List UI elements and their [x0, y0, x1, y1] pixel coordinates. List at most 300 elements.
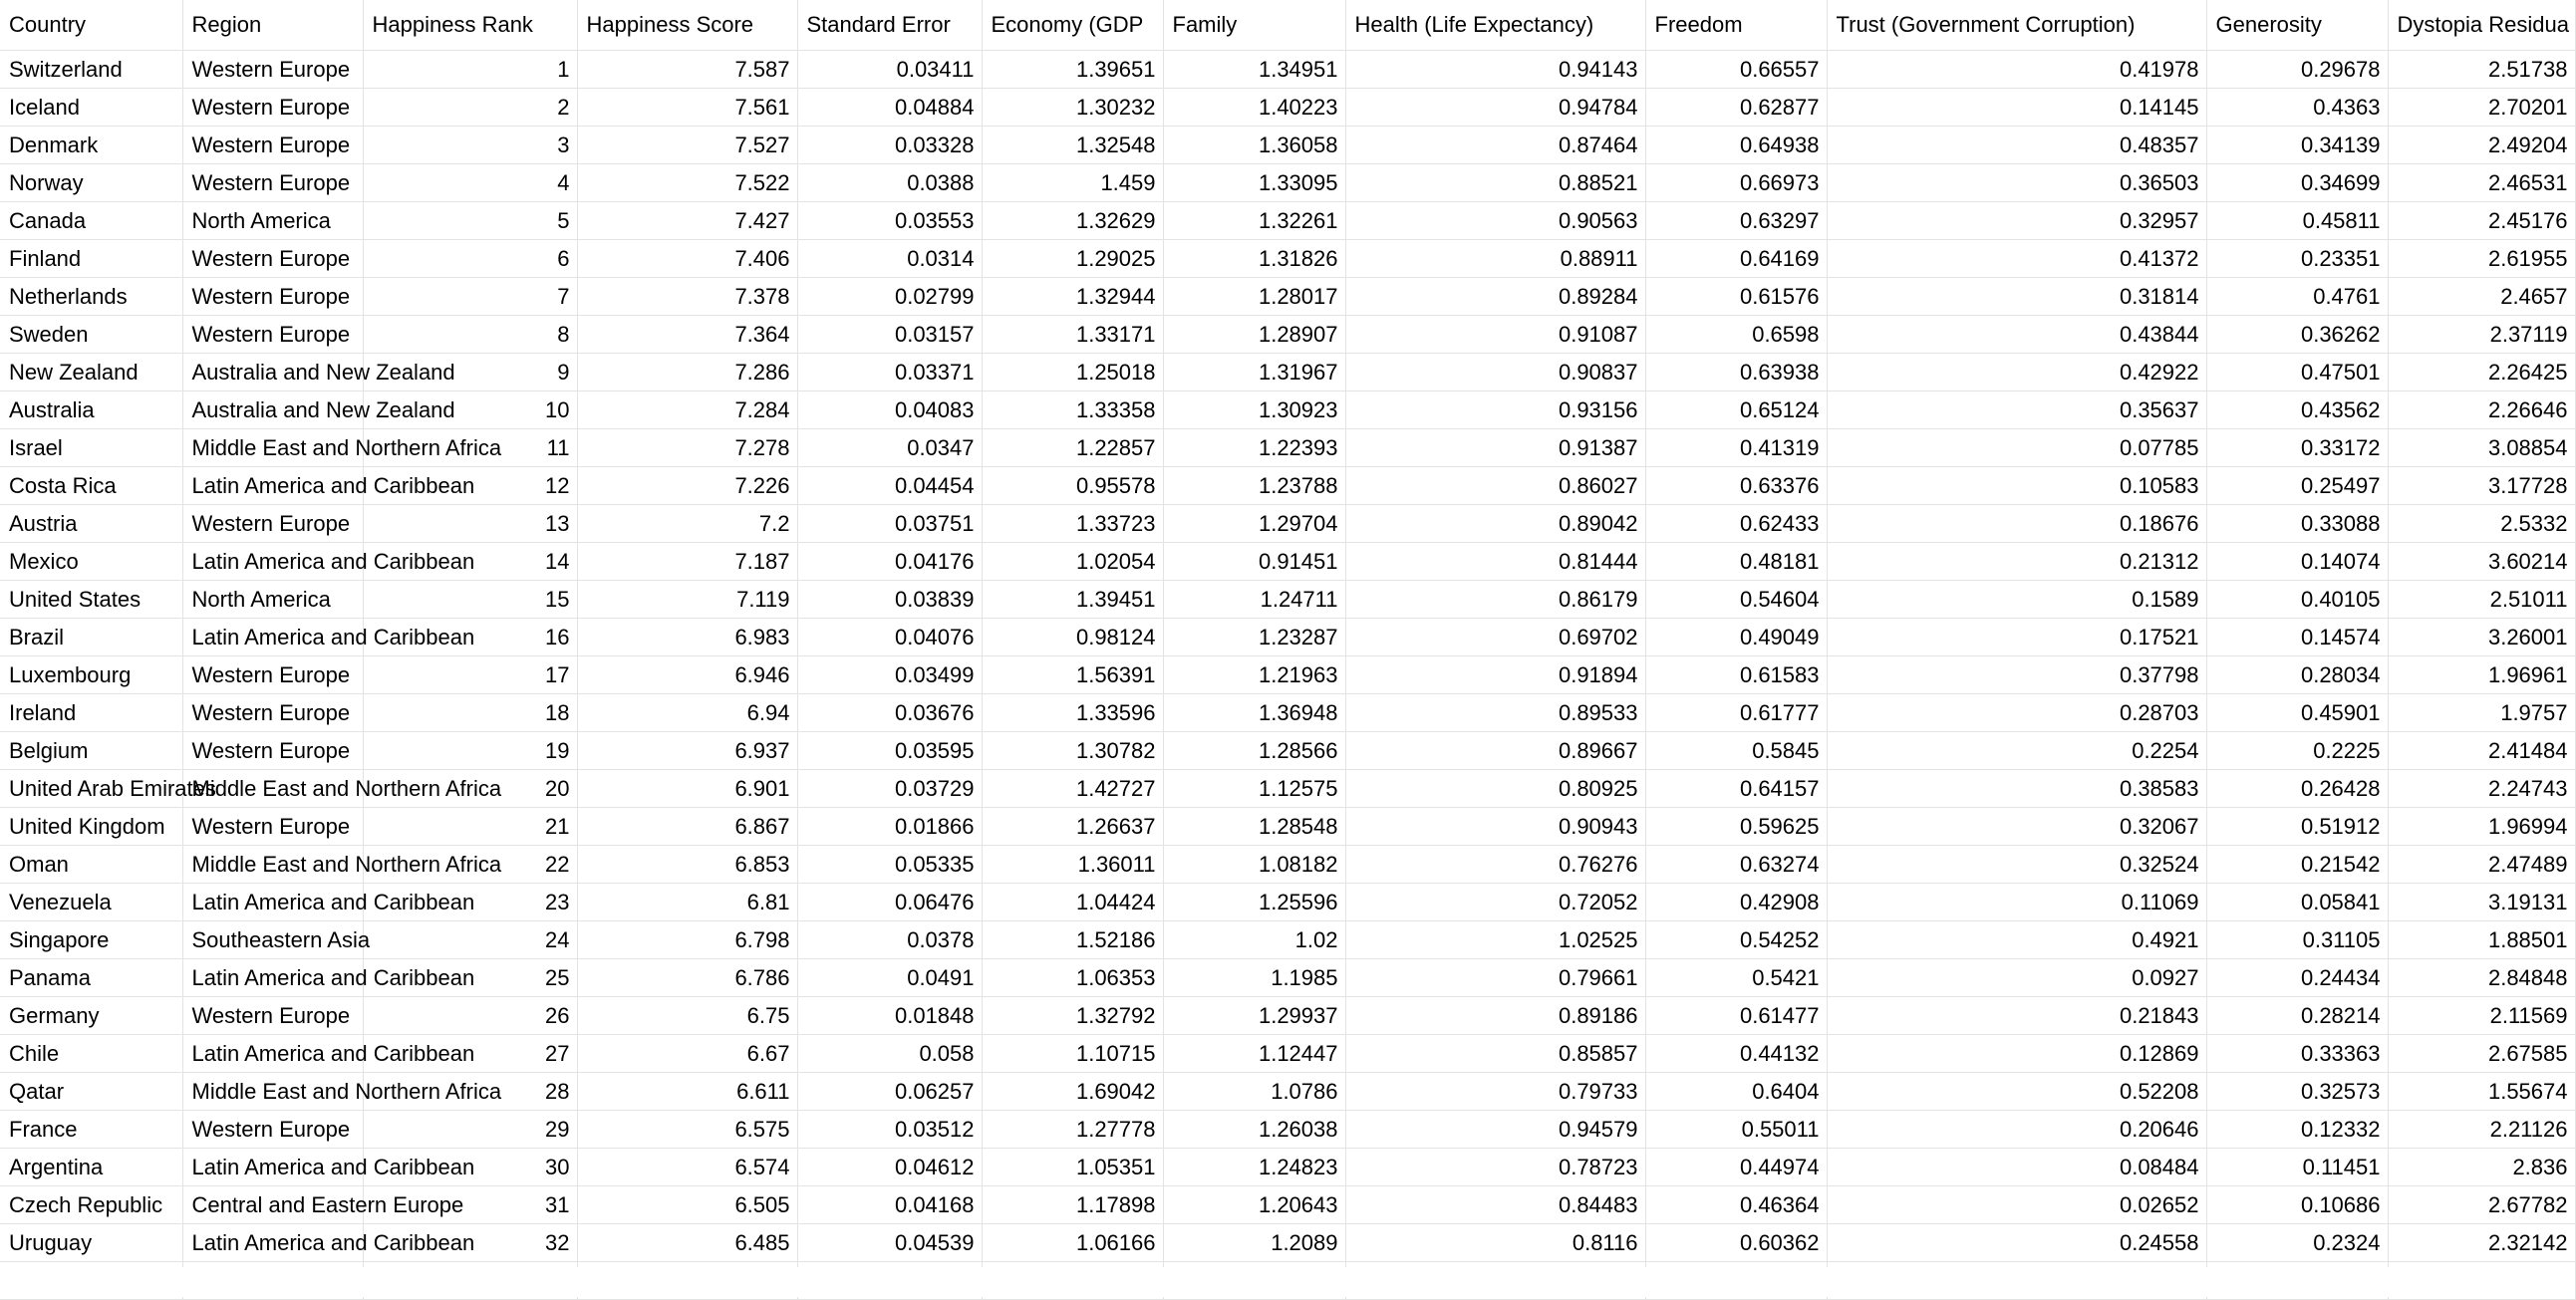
column-header-se[interactable]: Standard Error	[797, 0, 982, 51]
cell-trust[interactable]: 0.17521	[1827, 619, 2206, 656]
cell-rank[interactable]: 13	[363, 505, 577, 543]
cell-economy[interactable]: 1.33171	[982, 316, 1163, 354]
cell-generosity[interactable]: 0.10686	[2206, 1186, 2388, 1224]
cell-economy[interactable]: 1.56391	[982, 656, 1163, 694]
cell-family[interactable]: 1.36058	[1163, 127, 1345, 164]
cell-health[interactable]: 0.76276	[1345, 846, 1645, 884]
cell-trust[interactable]: 0.32957	[1827, 202, 2206, 240]
cell-freedom[interactable]: 0.6598	[1645, 316, 1827, 354]
cell-economy[interactable]: 1.33723	[982, 505, 1163, 543]
cell-se[interactable]: 0.04454	[797, 467, 982, 505]
cell-score[interactable]: 7.278	[577, 429, 797, 467]
cell-country[interactable]: Finland	[0, 240, 182, 278]
cell-se[interactable]: 0.03328	[797, 127, 982, 164]
cell-health[interactable]: 0.89186	[1345, 997, 1645, 1035]
cell-generosity[interactable]: 0.51912	[2206, 808, 2388, 846]
cell-health[interactable]: 0.80925	[1345, 770, 1645, 808]
cell-economy[interactable]: 1.32944	[982, 278, 1163, 316]
cell-score[interactable]: 6.853	[577, 846, 797, 884]
cell-country[interactable]: Brazil	[0, 619, 182, 656]
cell-country[interactable]: Sweden	[0, 316, 182, 354]
cell-rank[interactable]: 30	[363, 1149, 577, 1186]
cell-trust[interactable]: 0.43844	[1827, 316, 2206, 354]
cell-country[interactable]: Norway	[0, 164, 182, 202]
cell-se[interactable]: 0.04884	[797, 89, 982, 127]
cell-dystopia[interactable]: 2.4657	[2388, 278, 2575, 316]
column-header-rank[interactable]: Happiness Rank	[363, 0, 577, 51]
column-header-family[interactable]: Family	[1163, 0, 1345, 51]
cell-generosity[interactable]: 0.43562	[2206, 391, 2388, 429]
cell-se[interactable]: 0.03839	[797, 581, 982, 619]
cell-region[interactable]: Middle East and Northern Africa	[182, 846, 363, 884]
cell-country[interactable]: Iceland	[0, 89, 182, 127]
cell-region[interactable]: Australia and New Zealand	[182, 354, 363, 391]
cell-dystopia[interactable]: 2.26425	[2388, 354, 2575, 391]
cell-dystopia[interactable]: 3.60214	[2388, 543, 2575, 581]
cell-dystopia[interactable]: 2.41484	[2388, 732, 2575, 770]
cell-trust[interactable]: 0.0927	[1827, 959, 2206, 997]
cell-family[interactable]: 1.29704	[1163, 505, 1345, 543]
cell-economy[interactable]: 1.39651	[982, 51, 1163, 89]
cell-rank[interactable]: 10	[363, 391, 577, 429]
cell-health[interactable]: 0.88911	[1345, 240, 1645, 278]
cell-family[interactable]: 1.28548	[1163, 808, 1345, 846]
cell-generosity[interactable]: 0.36262	[2206, 316, 2388, 354]
cell-dystopia[interactable]: 2.21126	[2388, 1111, 2575, 1149]
cell-economy[interactable]: 0.98124	[982, 619, 1163, 656]
cell-country[interactable]: Argentina	[0, 1149, 182, 1186]
cell-health[interactable]: 0.89533	[1345, 694, 1645, 732]
cell-freedom[interactable]: 0.63274	[1645, 846, 1827, 884]
cell-rank[interactable]: 7	[363, 278, 577, 316]
cell-health[interactable]: 0.86179	[1345, 581, 1645, 619]
cell-se[interactable]: 0.05335	[797, 846, 982, 884]
cell-country[interactable]: New Zealand	[0, 354, 182, 391]
cell-economy[interactable]: 1.25018	[982, 354, 1163, 391]
cell-trust[interactable]: 0.37798	[1827, 656, 2206, 694]
cell-trust[interactable]: 0.42922	[1827, 354, 2206, 391]
cell-family[interactable]: 1.1985	[1163, 959, 1345, 997]
cell-family[interactable]: 1.24823	[1163, 1149, 1345, 1186]
cell-se[interactable]: 0.0378	[797, 921, 982, 959]
cell-generosity[interactable]: 0.14074	[2206, 543, 2388, 581]
cell-family[interactable]: 1.31826	[1163, 240, 1345, 278]
cell-region[interactable]: Western Europe	[182, 127, 363, 164]
cell-rank[interactable]: 16	[363, 619, 577, 656]
cell-country[interactable]: Netherlands	[0, 278, 182, 316]
cell-score[interactable]: 7.364	[577, 316, 797, 354]
cell-dystopia[interactable]: 2.836	[2388, 1149, 2575, 1186]
cell-trust[interactable]: 0.1589	[1827, 581, 2206, 619]
cell-freedom[interactable]: 0.61777	[1645, 694, 1827, 732]
cell-region[interactable]: Middle East and Northern Africa	[182, 770, 363, 808]
cell-se[interactable]: 0.0347	[797, 429, 982, 467]
cell-generosity[interactable]: 0.12332	[2206, 1111, 2388, 1149]
cell-country[interactable]: Austria	[0, 505, 182, 543]
cell-region[interactable]: North America	[182, 202, 363, 240]
cell-family[interactable]: 1.34951	[1163, 51, 1345, 89]
cell-family[interactable]: 1.08182	[1163, 846, 1345, 884]
cell-economy[interactable]: 1.30782	[982, 732, 1163, 770]
cell-freedom[interactable]: 0.61576	[1645, 278, 1827, 316]
cell-rank[interactable]: 11	[363, 429, 577, 467]
cell-score[interactable]: 7.378	[577, 278, 797, 316]
cell-rank[interactable]: 8	[363, 316, 577, 354]
cell-region[interactable]: Western Europe	[182, 164, 363, 202]
cell-rank[interactable]: 23	[363, 884, 577, 921]
cell-health[interactable]: 0.90563	[1345, 202, 1645, 240]
cell-country[interactable]: Venezuela	[0, 884, 182, 921]
cell-freedom[interactable]: 0.64169	[1645, 240, 1827, 278]
cell-family[interactable]: 1.0786	[1163, 1073, 1345, 1111]
cell-se[interactable]: 0.06476	[797, 884, 982, 921]
cell-freedom[interactable]: 0.60362	[1645, 1224, 1827, 1262]
cell-se[interactable]: 0.0314	[797, 240, 982, 278]
cell-health[interactable]: 0.90943	[1345, 808, 1645, 846]
cell-generosity[interactable]: 0.28214	[2206, 997, 2388, 1035]
cell-rank[interactable]: 14	[363, 543, 577, 581]
cell-freedom[interactable]: 0.61583	[1645, 656, 1827, 694]
cell-score[interactable]: 7.284	[577, 391, 797, 429]
cell-health[interactable]: 0.94579	[1345, 1111, 1645, 1149]
cell-region[interactable]: Latin America and Caribbean	[182, 1149, 363, 1186]
cell-health[interactable]: 0.79733	[1345, 1073, 1645, 1111]
cell-score[interactable]: 6.94	[577, 694, 797, 732]
cell-score[interactable]: 7.286	[577, 354, 797, 391]
cell-score[interactable]: 6.901	[577, 770, 797, 808]
cell-freedom[interactable]: 0.62877	[1645, 89, 1827, 127]
cell-freedom[interactable]: 0.66557	[1645, 51, 1827, 89]
cell-freedom[interactable]: 0.55011	[1645, 1111, 1827, 1149]
cell-trust[interactable]: 0.32524	[1827, 846, 2206, 884]
cell-generosity[interactable]: 0.33172	[2206, 429, 2388, 467]
cell-score[interactable]: 7.527	[577, 127, 797, 164]
cell-generosity[interactable]: 0.40105	[2206, 581, 2388, 619]
cell-score[interactable]: 6.611	[577, 1073, 797, 1111]
cell-score[interactable]: 7.187	[577, 543, 797, 581]
cell-region[interactable]: Latin America and Caribbean	[182, 543, 363, 581]
cell-region[interactable]: Western Europe	[182, 89, 363, 127]
cell-freedom[interactable]: 0.44974	[1645, 1149, 1827, 1186]
cell-trust[interactable]: 0.21843	[1827, 997, 2206, 1035]
cell-economy[interactable]: 1.06353	[982, 959, 1163, 997]
cell-family[interactable]: 1.28907	[1163, 316, 1345, 354]
cell-trust[interactable]: 0.48357	[1827, 127, 2206, 164]
cell-rank[interactable]: 27	[363, 1035, 577, 1073]
cell-country[interactable]: Mexico	[0, 543, 182, 581]
cell-dystopia[interactable]: 2.47489	[2388, 846, 2575, 884]
cell-freedom[interactable]: 0.5421	[1645, 959, 1827, 997]
cell-se[interactable]: 0.03157	[797, 316, 982, 354]
cell-country[interactable]: Canada	[0, 202, 182, 240]
cell-score[interactable]: 7.119	[577, 581, 797, 619]
cell-economy[interactable]: 1.30232	[982, 89, 1163, 127]
cell-country[interactable]: France	[0, 1111, 182, 1149]
cell-country[interactable]: United States	[0, 581, 182, 619]
cell-country[interactable]: Qatar	[0, 1073, 182, 1111]
cell-family[interactable]: 0.91451	[1163, 543, 1345, 581]
cell-dystopia[interactable]: 3.17728	[2388, 467, 2575, 505]
cell-country[interactable]: Luxembourg	[0, 656, 182, 694]
cell-country[interactable]: Germany	[0, 997, 182, 1035]
cell-freedom[interactable]: 0.6404	[1645, 1073, 1827, 1111]
cell-freedom[interactable]: 0.61477	[1645, 997, 1827, 1035]
cell-se[interactable]: 0.03729	[797, 770, 982, 808]
cell-country[interactable]: Uruguay	[0, 1224, 182, 1262]
cell-region[interactable]: Australia and New Zealand	[182, 391, 363, 429]
cell-family[interactable]: 1.23788	[1163, 467, 1345, 505]
cell-generosity[interactable]: 0.33363	[2206, 1035, 2388, 1073]
cell-rank[interactable]: 19	[363, 732, 577, 770]
cell-trust[interactable]: 0.35637	[1827, 391, 2206, 429]
cell-dystopia[interactable]: 2.37119	[2388, 316, 2575, 354]
cell-health[interactable]: 0.72052	[1345, 884, 1645, 921]
cell-country[interactable]: Denmark	[0, 127, 182, 164]
cell-health[interactable]: 0.85857	[1345, 1035, 1645, 1073]
cell-trust[interactable]: 0.2254	[1827, 732, 2206, 770]
cell-dystopia[interactable]: 2.45176	[2388, 202, 2575, 240]
cell-se[interactable]: 0.03371	[797, 354, 982, 391]
cell-rank[interactable]: 28	[363, 1073, 577, 1111]
cell-trust[interactable]: 0.36503	[1827, 164, 2206, 202]
cell-dystopia[interactable]: 1.96961	[2388, 656, 2575, 694]
cell-economy[interactable]: 1.42727	[982, 770, 1163, 808]
cell-family[interactable]: 1.29937	[1163, 997, 1345, 1035]
cell-se[interactable]: 0.03512	[797, 1111, 982, 1149]
cell-se[interactable]: 0.06257	[797, 1073, 982, 1111]
cell-dystopia[interactable]: 2.61955	[2388, 240, 2575, 278]
cell-trust[interactable]: 0.18676	[1827, 505, 2206, 543]
cell-family[interactable]: 1.20643	[1163, 1186, 1345, 1224]
cell-se[interactable]: 0.03553	[797, 202, 982, 240]
cell-se[interactable]: 0.04539	[797, 1224, 982, 1262]
cell-dystopia[interactable]: 2.32142	[2388, 1224, 2575, 1262]
cell-trust[interactable]: 0.02652	[1827, 1186, 2206, 1224]
cell-country[interactable]: Singapore	[0, 921, 182, 959]
cell-family[interactable]: 1.36948	[1163, 694, 1345, 732]
cell-region[interactable]: Western Europe	[182, 51, 363, 89]
cell-freedom[interactable]: 0.46364	[1645, 1186, 1827, 1224]
cell-family[interactable]: 1.12575	[1163, 770, 1345, 808]
cell-se[interactable]: 0.03595	[797, 732, 982, 770]
cell-score[interactable]: 6.946	[577, 656, 797, 694]
cell-health[interactable]: 1.02525	[1345, 921, 1645, 959]
cell-region[interactable]: North America	[182, 581, 363, 619]
cell-family[interactable]: 1.22393	[1163, 429, 1345, 467]
column-header-economy[interactable]: Economy (GDP	[982, 0, 1163, 51]
cell-score[interactable]: 6.75	[577, 997, 797, 1035]
cell-dystopia[interactable]: 1.55674	[2388, 1073, 2575, 1111]
cell-freedom[interactable]: 0.63297	[1645, 202, 1827, 240]
cell-trust[interactable]: 0.24558	[1827, 1224, 2206, 1262]
cell-score[interactable]: 6.786	[577, 959, 797, 997]
cell-dystopia[interactable]: 2.67782	[2388, 1186, 2575, 1224]
cell-se[interactable]: 0.03411	[797, 51, 982, 89]
cell-trust[interactable]: 0.4921	[1827, 921, 2206, 959]
cell-economy[interactable]: 1.26637	[982, 808, 1163, 846]
cell-rank[interactable]: 6	[363, 240, 577, 278]
cell-trust[interactable]: 0.41372	[1827, 240, 2206, 278]
cell-se[interactable]: 0.03676	[797, 694, 982, 732]
cell-score[interactable]: 6.983	[577, 619, 797, 656]
column-header-health[interactable]: Health (Life Expectancy)	[1345, 0, 1645, 51]
cell-economy[interactable]: 1.32792	[982, 997, 1163, 1035]
column-header-dystopia[interactable]: Dystopia Residua	[2388, 0, 2575, 51]
cell-freedom[interactable]: 0.42908	[1645, 884, 1827, 921]
cell-economy[interactable]: 1.06166	[982, 1224, 1163, 1262]
cell-freedom[interactable]: 0.64938	[1645, 127, 1827, 164]
cell-score[interactable]: 7.226	[577, 467, 797, 505]
cell-economy[interactable]: 1.32629	[982, 202, 1163, 240]
cell-family[interactable]: 1.2089	[1163, 1224, 1345, 1262]
cell-generosity[interactable]: 0.21542	[2206, 846, 2388, 884]
cell-se[interactable]: 0.01848	[797, 997, 982, 1035]
cell-economy[interactable]: 1.27778	[982, 1111, 1163, 1149]
cell-region[interactable]: Western Europe	[182, 732, 363, 770]
cell-economy[interactable]: 1.22857	[982, 429, 1163, 467]
cell-health[interactable]: 0.87464	[1345, 127, 1645, 164]
cell-generosity[interactable]: 0.33088	[2206, 505, 2388, 543]
cell-se[interactable]: 0.03499	[797, 656, 982, 694]
column-header-freedom[interactable]: Freedom	[1645, 0, 1827, 51]
cell-economy[interactable]: 1.36011	[982, 846, 1163, 884]
cell-economy[interactable]: 1.04424	[982, 884, 1163, 921]
cell-region[interactable]: Western Europe	[182, 316, 363, 354]
cell-health[interactable]: 0.79661	[1345, 959, 1645, 997]
cell-health[interactable]: 0.94784	[1345, 89, 1645, 127]
cell-se[interactable]: 0.04612	[797, 1149, 982, 1186]
cell-family[interactable]: 1.40223	[1163, 89, 1345, 127]
cell-dystopia[interactable]: 2.51011	[2388, 581, 2575, 619]
cell-trust[interactable]: 0.14145	[1827, 89, 2206, 127]
cell-health[interactable]: 0.88521	[1345, 164, 1645, 202]
cell-health[interactable]: 0.91894	[1345, 656, 1645, 694]
cell-se[interactable]: 0.04176	[797, 543, 982, 581]
cell-generosity[interactable]: 0.26428	[2206, 770, 2388, 808]
cell-generosity[interactable]: 0.05841	[2206, 884, 2388, 921]
cell-dystopia[interactable]: 1.88501	[2388, 921, 2575, 959]
cell-family[interactable]: 1.24711	[1163, 581, 1345, 619]
cell-family[interactable]: 1.26038	[1163, 1111, 1345, 1149]
cell-generosity[interactable]: 0.34699	[2206, 164, 2388, 202]
cell-country[interactable]: Costa Rica	[0, 467, 182, 505]
cell-dystopia[interactable]: 2.84848	[2388, 959, 2575, 997]
cell-economy[interactable]: 1.29025	[982, 240, 1163, 278]
cell-dystopia[interactable]: 2.11569	[2388, 997, 2575, 1035]
cell-family[interactable]: 1.23287	[1163, 619, 1345, 656]
cell-region[interactable]: Middle East and Northern Africa	[182, 1073, 363, 1111]
cell-rank[interactable]: 2	[363, 89, 577, 127]
cell-generosity[interactable]: 0.47501	[2206, 354, 2388, 391]
cell-region[interactable]: Central and Eastern Europe	[182, 1186, 363, 1224]
cell-dystopia[interactable]: 3.19131	[2388, 884, 2575, 921]
cell-freedom[interactable]: 0.41319	[1645, 429, 1827, 467]
cell-dystopia[interactable]: 2.46531	[2388, 164, 2575, 202]
cell-rank[interactable]: 25	[363, 959, 577, 997]
cell-generosity[interactable]: 0.24434	[2206, 959, 2388, 997]
cell-score[interactable]: 6.81	[577, 884, 797, 921]
cell-health[interactable]: 0.90837	[1345, 354, 1645, 391]
cell-score[interactable]: 6.574	[577, 1149, 797, 1186]
cell-economy[interactable]: 1.459	[982, 164, 1163, 202]
cell-trust[interactable]: 0.11069	[1827, 884, 2206, 921]
cell-region[interactable]: Western Europe	[182, 240, 363, 278]
cell-se[interactable]: 0.02799	[797, 278, 982, 316]
cell-economy[interactable]: 1.69042	[982, 1073, 1163, 1111]
cell-family[interactable]: 1.02	[1163, 921, 1345, 959]
cell-score[interactable]: 6.575	[577, 1111, 797, 1149]
cell-dystopia[interactable]: 1.9757	[2388, 694, 2575, 732]
cell-family[interactable]: 1.30923	[1163, 391, 1345, 429]
cell-region[interactable]: Western Europe	[182, 278, 363, 316]
cell-generosity[interactable]: 0.25497	[2206, 467, 2388, 505]
cell-country[interactable]: Belgium	[0, 732, 182, 770]
cell-family[interactable]: 1.25596	[1163, 884, 1345, 921]
column-header-country[interactable]: Country	[0, 0, 182, 51]
cell-family[interactable]: 1.33095	[1163, 164, 1345, 202]
cell-rank[interactable]: 15	[363, 581, 577, 619]
cell-health[interactable]: 0.89284	[1345, 278, 1645, 316]
cell-score[interactable]: 7.587	[577, 51, 797, 89]
cell-region[interactable]: Southeastern Asia	[182, 921, 363, 959]
cell-freedom[interactable]: 0.48181	[1645, 543, 1827, 581]
cell-health[interactable]: 0.89042	[1345, 505, 1645, 543]
cell-region[interactable]: Latin America and Caribbean	[182, 959, 363, 997]
cell-health[interactable]: 0.84483	[1345, 1186, 1645, 1224]
cell-trust[interactable]: 0.41978	[1827, 51, 2206, 89]
cell-health[interactable]: 0.91087	[1345, 316, 1645, 354]
cell-se[interactable]: 0.04083	[797, 391, 982, 429]
cell-rank[interactable]: 24	[363, 921, 577, 959]
cell-family[interactable]: 1.31967	[1163, 354, 1345, 391]
cell-generosity[interactable]: 0.2225	[2206, 732, 2388, 770]
cell-rank[interactable]: 4	[363, 164, 577, 202]
cell-se[interactable]: 0.0491	[797, 959, 982, 997]
cell-generosity[interactable]: 0.29678	[2206, 51, 2388, 89]
cell-rank[interactable]: 1	[363, 51, 577, 89]
cell-country[interactable]: Oman	[0, 846, 182, 884]
cell-economy[interactable]: 1.52186	[982, 921, 1163, 959]
cell-rank[interactable]: 26	[363, 997, 577, 1035]
cell-dystopia[interactable]: 3.08854	[2388, 429, 2575, 467]
cell-health[interactable]: 0.94143	[1345, 51, 1645, 89]
column-header-generosity[interactable]: Generosity	[2206, 0, 2388, 51]
cell-dystopia[interactable]: 2.67585	[2388, 1035, 2575, 1073]
cell-rank[interactable]: 3	[363, 127, 577, 164]
cell-freedom[interactable]: 0.5845	[1645, 732, 1827, 770]
cell-family[interactable]: 1.32261	[1163, 202, 1345, 240]
cell-generosity[interactable]: 0.28034	[2206, 656, 2388, 694]
cell-country[interactable]: Israel	[0, 429, 182, 467]
cell-score[interactable]: 6.798	[577, 921, 797, 959]
cell-region[interactable]: Western Europe	[182, 505, 363, 543]
cell-country[interactable]: Chile	[0, 1035, 182, 1073]
cell-freedom[interactable]: 0.54604	[1645, 581, 1827, 619]
cell-health[interactable]: 0.86027	[1345, 467, 1645, 505]
cell-family[interactable]: 1.12447	[1163, 1035, 1345, 1073]
cell-rank[interactable]: 18	[363, 694, 577, 732]
cell-country[interactable]: Switzerland	[0, 51, 182, 89]
cell-trust[interactable]: 0.21312	[1827, 543, 2206, 581]
cell-economy[interactable]: 1.32548	[982, 127, 1163, 164]
cell-health[interactable]: 0.8116	[1345, 1224, 1645, 1262]
cell-region[interactable]: Western Europe	[182, 694, 363, 732]
cell-generosity[interactable]: 0.4363	[2206, 89, 2388, 127]
cell-score[interactable]: 6.937	[577, 732, 797, 770]
cell-generosity[interactable]: 0.14574	[2206, 619, 2388, 656]
cell-health[interactable]: 0.81444	[1345, 543, 1645, 581]
cell-economy[interactable]: 1.33358	[982, 391, 1163, 429]
